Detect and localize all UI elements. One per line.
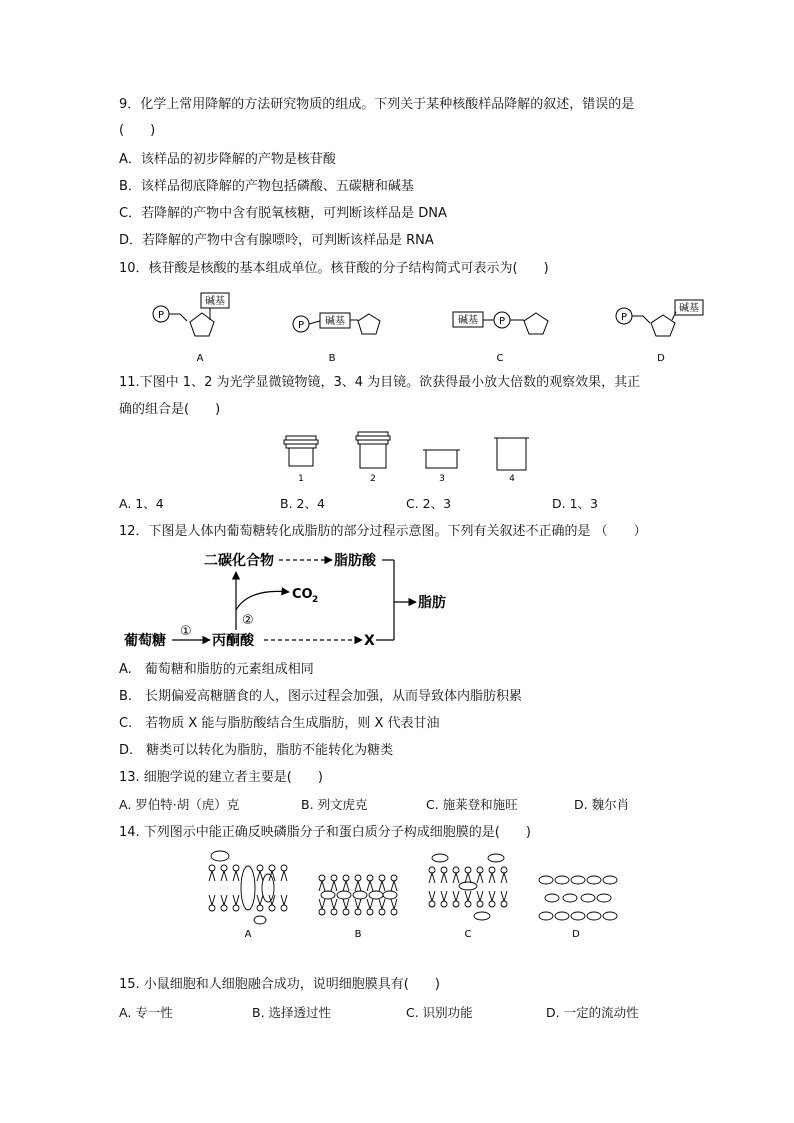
protein	[383, 891, 397, 899]
phospholipid-tail	[477, 891, 483, 901]
phospholipid-tail	[343, 881, 349, 891]
protein	[254, 916, 266, 924]
q9-option-c: C．若降解的产物中含有脱氧核糖，可判断该样品是 DNA	[119, 206, 447, 221]
q9-option-b: B．该样品彻底降解的产物包括磷酸、五碳糖和碱基	[119, 179, 414, 194]
label-a: A	[196, 353, 204, 364]
phospholipid-tail	[367, 899, 373, 909]
q9-stem: 9．化学上常用降解的方法研究物质的组成。下列关于某种核酸样品降解的叙述，错误的是	[119, 97, 635, 112]
phospholipid-head	[441, 901, 447, 907]
phospholipid-head	[391, 875, 397, 881]
phospholipid-tail	[429, 873, 435, 883]
protein	[321, 891, 335, 899]
q12-option-a: A. 葡萄糖和脂肪的元素组成相同	[119, 662, 314, 677]
protein	[581, 894, 595, 902]
phospholipid-tail	[391, 899, 397, 909]
phospholipid-tail	[319, 899, 325, 909]
phospholipid-tail	[391, 881, 397, 891]
phospholipid-tail	[441, 891, 447, 901]
q11-option-d: D. 1、3	[552, 496, 598, 511]
phospholipid-head	[319, 875, 325, 881]
phospholipid-head	[257, 905, 263, 911]
q15-option-b: B. 选择透过性	[252, 1005, 332, 1020]
glucose-to-fat-diagram	[124, 548, 464, 656]
label-b: B	[328, 353, 336, 364]
protein	[459, 882, 477, 890]
diagram-fat: 脂肪	[418, 595, 446, 611]
q9-option-d: D．若降解的产物中含有腺嘌呤，可判断该样品是 RNA	[119, 233, 434, 248]
phospholipid-tail	[465, 873, 471, 883]
q11-option-a: A. 1、4	[119, 496, 164, 511]
lens-diagram	[280, 430, 540, 488]
phosphate-label: P	[157, 310, 165, 321]
phospholipid-head	[453, 867, 459, 873]
q15-option-d: D. 一定的流动性	[546, 1005, 639, 1020]
phospholipid-head	[209, 865, 215, 871]
phospholipid-head	[465, 901, 471, 907]
phospholipid-tail	[221, 895, 227, 905]
phospholipid-head	[257, 865, 263, 871]
q11-stem-line2: 确的组合是( )	[119, 402, 221, 417]
phospholipid-head	[489, 867, 495, 873]
phosphate-label: P	[297, 320, 305, 331]
base-label: 碱基	[458, 315, 478, 326]
phospholipid-tail	[501, 873, 507, 883]
phospholipid-tail	[343, 899, 349, 909]
protein	[241, 866, 255, 910]
protein	[545, 894, 559, 902]
phospholipid-tail	[281, 871, 287, 881]
protein	[587, 912, 601, 920]
protein	[597, 894, 611, 902]
base-label: 碱基	[325, 316, 345, 327]
phospholipid-tail	[209, 871, 215, 881]
phosphate-label: P	[498, 316, 506, 327]
base-label: 碱基	[205, 296, 225, 307]
q9-option-a: A．该样品的初步降解的产物是核苷酸	[119, 152, 336, 167]
phospholipid-head	[429, 901, 435, 907]
membrane-option-b	[319, 875, 397, 915]
protein	[369, 891, 383, 899]
q13-option-c: C. 施莱登和施旺	[426, 797, 518, 812]
diagram-step-1: ①	[180, 624, 192, 639]
q12-option-d: D. 糖类可以转化为脂肪，脂肪不能转化为糖类	[119, 743, 394, 758]
eyepiece-lens-3	[423, 450, 460, 484]
phospholipid-tail	[367, 881, 373, 891]
phospholipid-tail	[233, 895, 239, 905]
phospholipid-tail	[331, 899, 337, 909]
protein	[571, 912, 585, 920]
phospholipid-tail	[477, 873, 483, 883]
phospholipid-head	[489, 901, 495, 907]
phospholipid-tail	[379, 881, 385, 891]
q11-option-b: B. 2、4	[280, 496, 325, 511]
phospholipid-head	[281, 905, 287, 911]
q15-stem: 15. 小鼠细胞和人细胞融合成功，说明细胞膜具有( )	[119, 977, 440, 992]
phospholipid-head	[355, 875, 361, 881]
phospholipid-tail	[319, 881, 325, 891]
phospholipid-tail	[501, 891, 507, 901]
phospholipid-head	[441, 867, 447, 873]
phospholipid-head	[501, 867, 507, 873]
base-label: 碱基	[679, 303, 699, 314]
nucleotide-option-b	[293, 313, 380, 364]
phospholipid-tail	[355, 899, 361, 909]
nucleotide-diagrams	[140, 288, 720, 370]
phospholipid-head	[221, 905, 227, 911]
phospholipid-head	[453, 901, 459, 907]
lens-label-1: 1	[298, 474, 304, 484]
phospholipid-head	[429, 867, 435, 873]
phospholipid-head	[501, 901, 507, 907]
protein	[587, 876, 601, 884]
phospholipid-head	[477, 901, 483, 907]
phospholipid-tail	[453, 891, 459, 901]
q12-option-b: B. 长期偏爱高糖膳食的人，图示过程会加强，从而导致体内脂肪积累	[119, 689, 523, 704]
membrane-diagrams	[200, 848, 620, 948]
protein	[539, 876, 553, 884]
membrane-label-c: C	[464, 929, 472, 940]
q11-stem-line1: 11.下图中 1、2 为光学显微镜物镜，3、4 为目镜。欲获得最小放大倍数的观察效果，其正	[119, 375, 641, 390]
lens-label-4: 4	[509, 474, 515, 484]
protein	[432, 854, 448, 862]
q13-stem: 13. 细胞学说的建立者主要是( )	[119, 770, 323, 785]
phospholipid-head	[391, 909, 397, 915]
q15-option-a: A. 专一性	[119, 1005, 173, 1020]
phospholipid-head	[367, 909, 373, 915]
protein	[262, 874, 274, 902]
phospholipid-head	[379, 909, 385, 915]
phospholipid-head	[233, 865, 239, 871]
phospholipid-tail	[233, 871, 239, 881]
protein	[563, 894, 577, 902]
q15-option-c: C. 识别功能	[406, 1005, 473, 1020]
diagram-co2: CO	[292, 587, 313, 602]
protein	[603, 912, 617, 920]
protein	[474, 912, 490, 920]
phosphate-label: P	[620, 312, 628, 323]
phospholipid-tail	[429, 891, 435, 901]
phospholipid-head	[331, 875, 337, 881]
q10-stem: 10．核苷酸是核酸的基本组成单位。核苷酸的分子结构简式可表示为( )	[119, 261, 549, 276]
phospholipid-head	[379, 875, 385, 881]
phospholipid-tail	[453, 873, 459, 883]
membrane-option-d	[539, 876, 617, 920]
phospholipid-head	[269, 865, 275, 871]
phospholipid-tail	[257, 871, 263, 881]
diagram-x: X	[364, 633, 375, 649]
phospholipid-tail	[281, 895, 287, 905]
phospholipid-head	[367, 875, 373, 881]
diagram-co2-subscript: 2	[312, 595, 319, 605]
protein	[488, 854, 504, 862]
protein	[337, 891, 351, 899]
phospholipid-tail	[489, 873, 495, 883]
lens-label-2: 2	[370, 474, 376, 484]
protein	[539, 912, 553, 920]
protein	[555, 912, 569, 920]
phospholipid-head	[477, 867, 483, 873]
phospholipid-tail	[331, 881, 337, 891]
label-d: D	[657, 353, 665, 364]
phospholipid-head	[269, 905, 275, 911]
phospholipid-tail	[489, 891, 495, 901]
phospholipid-tail	[221, 871, 227, 881]
q13-option-d: D. 魏尔肖	[574, 797, 630, 812]
phospholipid-tail	[269, 895, 275, 905]
protein	[211, 851, 229, 861]
q9-answer-paren: ( )	[119, 123, 156, 138]
phospholipid-head	[221, 865, 227, 871]
phospholipid-tail	[465, 891, 471, 901]
membrane-label-a: A	[244, 929, 252, 940]
membrane-label-b: B	[354, 929, 362, 940]
phospholipid-head	[233, 905, 239, 911]
phospholipid-head	[343, 875, 349, 881]
membrane-option-c	[429, 854, 507, 920]
protein	[571, 876, 585, 884]
phospholipid-tail	[441, 873, 447, 883]
phospholipid-head	[319, 909, 325, 915]
diagram-step-2: ②	[242, 613, 254, 628]
objective-lens-2	[356, 432, 390, 484]
phospholipid-head	[281, 865, 287, 871]
q13-option-a: A. 罗伯特·胡（虎）克	[119, 797, 240, 812]
diagram-pyruvate: 丙酮酸	[212, 633, 254, 649]
diagram-two-carbon-compound: 二碳化合物	[204, 553, 274, 569]
phospholipid-tail	[379, 899, 385, 909]
phospholipid-tail	[355, 881, 361, 891]
phospholipid-head	[355, 909, 361, 915]
phospholipid-head	[465, 867, 471, 873]
objective-lens-1	[284, 436, 318, 484]
diagram-glucose: 葡萄糖	[124, 633, 166, 649]
phospholipid-tail	[209, 895, 215, 905]
phospholipid-tail	[269, 871, 275, 881]
eyepiece-lens-4	[494, 438, 529, 484]
protein	[603, 876, 617, 884]
phospholipid-head	[209, 905, 215, 911]
nucleotide-option-a	[153, 293, 229, 364]
phospholipid-head	[331, 909, 337, 915]
lens-label-3: 3	[439, 474, 445, 484]
protein	[555, 876, 569, 884]
phospholipid-tail	[257, 895, 263, 905]
q11-option-c: C. 2、3	[406, 496, 452, 511]
nucleotide-option-c	[453, 312, 548, 364]
membrane-option-a	[209, 851, 287, 924]
protein	[353, 891, 367, 899]
diagram-fatty-acid: 脂肪酸	[334, 553, 376, 569]
q12-option-c: C. 若物质 X 能与脂肪酸结合生成脂肪，则 X 代表甘油	[119, 716, 440, 731]
nucleotide-option-d	[616, 300, 703, 364]
membrane-label-d: D	[572, 929, 580, 940]
q12-stem: 12．下图是人体内葡萄糖转化成脂肪的部分过程示意图。下列有关叙述不正确的是 （ ）	[119, 524, 647, 539]
q13-option-b: B. 列文虎克	[301, 797, 368, 812]
q14-stem: 14. 下列图示中能正确反映磷脂分子和蛋白质分子构成细胞膜的是( )	[119, 825, 531, 840]
label-c: C	[496, 353, 504, 364]
phospholipid-head	[343, 909, 349, 915]
